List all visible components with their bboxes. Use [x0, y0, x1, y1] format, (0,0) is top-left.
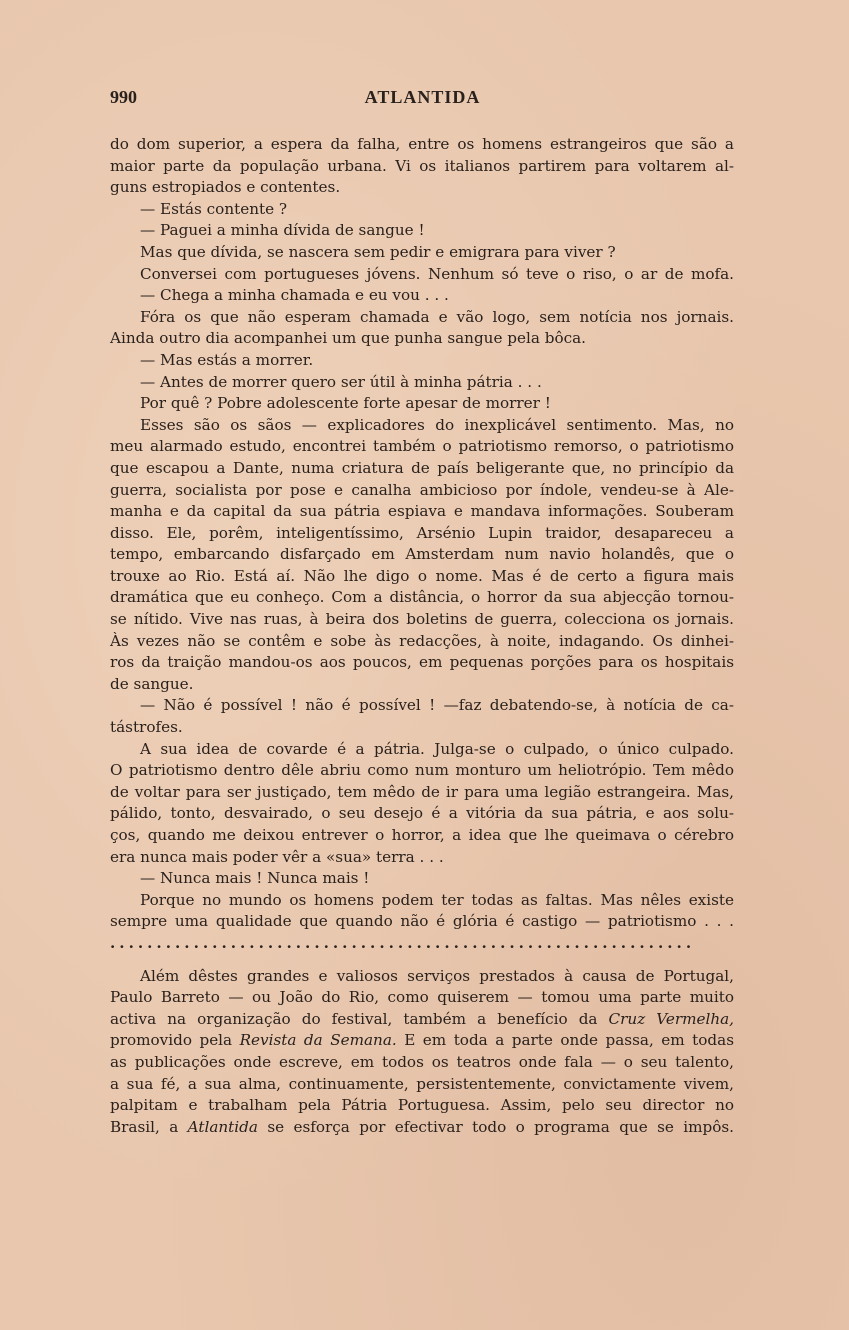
text-line: pálido, tonto, desvairado, o seu desejo é a vitória da sua pátria, e aos solu-: [110, 804, 734, 823]
text-line: Esses são os sãos — explicadores do inexplicável sentimento. Mas, no: [140, 415, 734, 434]
text-line: dramática que eu conheço. Com a distância, o horror da sua abjecção tornou-: [110, 588, 734, 607]
text-line: de sangue.: [110, 674, 194, 693]
italic-title: Cruz Vermelha,: [608, 1009, 734, 1028]
text-line: A sua idea de covarde é a pátria. Julga-se o culpado, o único culpado.: [140, 739, 734, 758]
page-number: 990: [110, 87, 137, 107]
text-line: — Antes de morrer quero ser útil à minha pátria . . .: [140, 372, 542, 391]
page-body: [110, 134, 734, 1138]
text-line: as publicações onde escreve, em todos os teatros onde fala — o seu talento,: [110, 1052, 734, 1071]
text-line: — Nunca mais ! Nunca mais !: [140, 869, 370, 888]
text-line: ços, quando me deixou entrever o horror, a idea que lhe queimava o cérebro: [110, 826, 734, 844]
text-line: meu alarmado estudo, encontrei também o patriotismo remorso, o patriotismo: [110, 437, 734, 456]
text-run: Brasil, a: [110, 1117, 188, 1136]
text-line: [110, 1009, 734, 1031]
text-line: era nunca mais poder vêr a «sua» terra . . .: [110, 847, 444, 866]
text-line: [110, 1030, 734, 1052]
ellipsis-separator: ...............................................................: [110, 933, 696, 952]
text-line: tástrofes.: [110, 718, 183, 737]
page-header: [110, 87, 735, 111]
text-line: guns estropiados e contentes.: [110, 178, 341, 197]
text-line: [110, 1117, 734, 1139]
text-line: que escapou a Dante, numa criatura de país beligerante que, no princípio da: [110, 458, 734, 477]
text-line: ros da traição mandou-os aos poucos, em pequenas porções para os hospitais: [110, 653, 734, 672]
text-line: Ainda outro dia acompanhei um que punha sangue pela bôca.: [110, 329, 586, 348]
text-line: tempo, embarcando disfarçado em Amsterdam num navio holandês, que o: [110, 545, 734, 564]
italic-title: Revista da Semana.: [239, 1031, 397, 1050]
text-line: O patriotismo dentro dêle abriu como num monturo um heliotrópio. Tem mêdo: [110, 761, 734, 780]
text-line: — Não é possível ! não é possível ! —faz debatendo-se, à notícia de ca-: [140, 696, 734, 715]
text-line: Porque no mundo os homens podem ter todas as faltas. Mas nêles existe: [140, 890, 734, 909]
text-run: activa na organização do festival, também a benefício da: [110, 1009, 609, 1028]
paragraph-gap: [110, 955, 734, 966]
text-line: se nítido. Vive nas ruas, à beira dos boletins de guerra, colecciona os jornais.: [110, 610, 734, 629]
text-line: sempre uma qualidade que quando não é glória é castigo — patriotismo . . .: [110, 912, 734, 931]
text-line: disso. Ele, porêm, inteligentíssimo, Arsénio Lupin traidor, desapareceu a: [110, 523, 734, 542]
text-line: a sua fé, a sua alma, continuamente, persistentemente, convictamente vivem,: [110, 1074, 734, 1093]
text-line: Conversei com portugueses jóvens. Nenhum só teve o riso, o ar de mofa.: [140, 264, 734, 283]
text-run: promovido pela: [110, 1031, 240, 1050]
text-line: guerra, socialista por pose e canalha ambicioso por índole, vendeu-se à Ale-: [110, 480, 734, 499]
text-line: de voltar para ser justiçado, tem mêdo de ir para uma legião estrangeira. Mas,: [110, 782, 734, 801]
text-line: maior parte da população urbana. Vi os italianos partirem para voltarem al-: [110, 156, 734, 175]
text-line: Mas que dívida, se nascera sem pedir e emigrara para viver ?: [140, 242, 616, 261]
text-line: trouxe ao Rio. Está aí. Não lhe digo o nome. Mas é de certo a figura mais: [110, 566, 734, 585]
text-line: — Chega a minha chamada e eu vou . . .: [140, 286, 449, 305]
text-line: Por quê ? Pobre adolescente forte apesar de morrer !: [140, 394, 551, 413]
text-line: — Paguei a minha dívida de sangue !: [140, 221, 425, 240]
text-line: Fóra os que não esperam chamada e vão logo, sem notícia nos jornais.: [140, 307, 734, 326]
text-line: — Estás contente ?: [140, 199, 288, 218]
text-line: — Mas estás a morrer.: [140, 350, 314, 369]
text-run: E em toda a parte onde passa, em todas: [396, 1031, 734, 1050]
text-line: palpitam e trabalham pela Pátria Portuguesa. Assim, pelo seu director no: [110, 1096, 734, 1115]
text-line: do dom superior, a espera da falha, entre os homens estrangeiros que são a: [110, 135, 734, 153]
running-title: ATLANTIDA: [364, 87, 481, 107]
italic-title: Atlantida: [187, 1117, 258, 1136]
text-line: Além dêstes grandes e valiosos serviços prestados à causa de Portugal,: [140, 966, 734, 985]
text-line: Às vezes não se contêm e sobe às redacções, à noite, indagando. Os dinhei-: [110, 631, 734, 650]
main-text: [110, 134, 734, 933]
text-line: Paulo Barreto — ou João do Rio, como quiserem — tomou uma parte muito: [110, 988, 734, 1007]
text-run: se esforça por efectivar todo o programa que se impôs.: [257, 1117, 735, 1136]
closing-paragraph: [110, 966, 734, 1139]
text-line: manha e da capital da sua pátria espiava e mandava informações. Souberam: [110, 502, 734, 521]
